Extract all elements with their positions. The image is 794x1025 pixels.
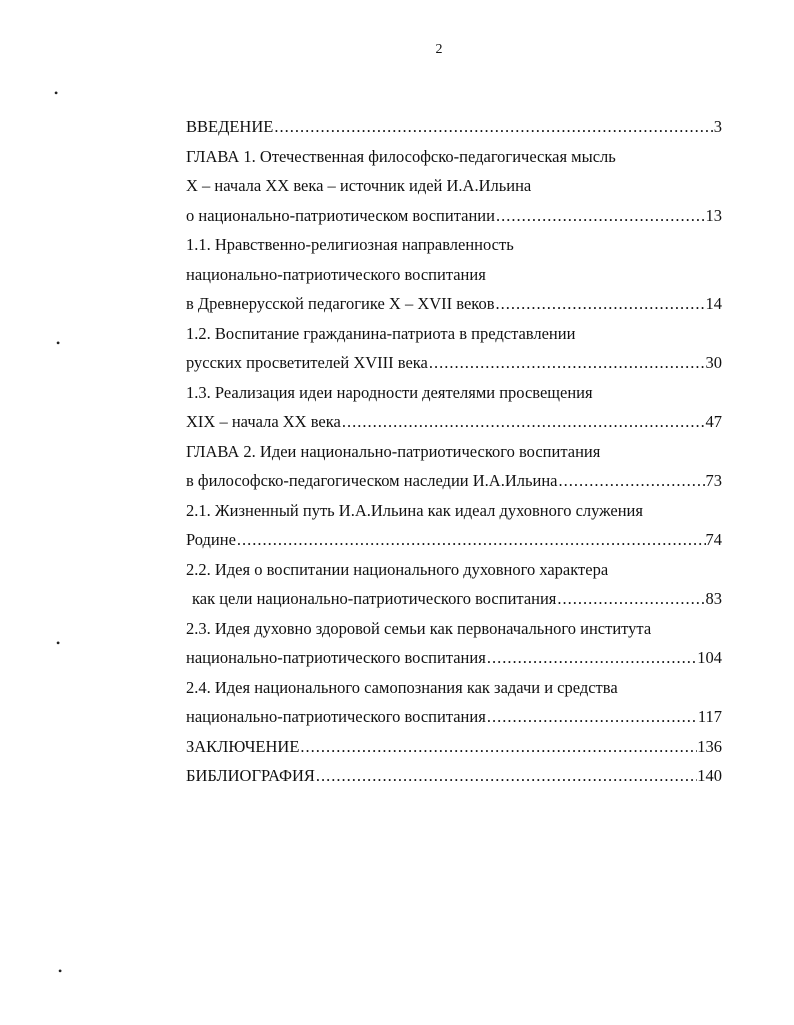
scan-mark: •: [56, 336, 61, 350]
toc-entry-text: ЗАКЛЮЧЕНИЕ: [186, 736, 300, 756]
toc-entry-text: национально-патриотического воспитания: [186, 707, 486, 726]
toc-entry-bibliography: [186, 761, 722, 791]
toc-entry-text: национально-патриотического воспитания: [186, 648, 486, 667]
toc-entry: [186, 348, 722, 378]
toc-line-chapter-1: ГЛАВА 1. Отечественная философско-педагогическая мысль: [186, 146, 616, 166]
dot-leader: [341, 407, 706, 437]
toc-entry-conclusion: [186, 732, 722, 762]
toc-entry-page: 13: [705, 205, 722, 225]
toc-line-chapter-2: ГЛАВА 2. Идеи национально-патриотического воспитания: [186, 441, 601, 461]
toc-entry: [186, 201, 722, 231]
dot-leader: [486, 643, 697, 673]
dot-leader: [486, 702, 698, 732]
toc-entry-page: 117: [697, 707, 722, 726]
toc-entry-page: 30: [705, 353, 722, 372]
toc-entry: [186, 289, 722, 319]
toc-entry: [186, 525, 722, 555]
dot-leader: [556, 584, 705, 614]
toc-entry-page: 83: [705, 589, 722, 608]
toc-line-section-2-1: 2.1. Жизненный путь И.А.Ильина как идеал духовного служения: [186, 500, 643, 520]
toc-entry-text: в Древнерусской педагогике X – XVII веков: [186, 294, 495, 313]
toc-line-section-1-1: 1.1. Нравственно-религиозная направленность: [186, 235, 514, 254]
toc-entry-text: как цели национально-патриотического воспитания: [192, 589, 557, 608]
toc-entry: [186, 407, 722, 437]
toc-entry-page: 74: [705, 530, 722, 549]
toc-line-section-2-4: 2.4. Идея национального самопознания как задачи и средства: [186, 677, 618, 697]
toc-entry-page: 136: [697, 736, 722, 756]
toc-entry-page: 104: [697, 648, 722, 667]
toc-entry: [186, 466, 722, 496]
dot-leader: [428, 348, 706, 378]
toc-line: X – начала XX века – источник идей И.А.Ильина: [186, 176, 532, 195]
scan-mark: •: [54, 86, 59, 100]
dot-leader: [299, 732, 697, 762]
dot-leader: [495, 201, 706, 231]
toc-entry-page: 14: [705, 294, 722, 313]
dot-leader: [236, 525, 706, 555]
scan-mark: •: [58, 964, 63, 978]
toc-entry-text: в философско-педагогическом наследии И.А.Ильина: [186, 471, 558, 490]
toc-entry-introduction: [186, 112, 722, 142]
toc-entry-text: БИБЛИОГРАФИЯ: [186, 766, 315, 785]
toc-line-section-1-2: 1.2. Воспитание гражданина-патриота в представлении: [186, 323, 576, 343]
toc-entry: [186, 584, 722, 614]
toc-entry: [186, 702, 722, 732]
dot-leader: [557, 466, 705, 496]
toc-entry-text: русских просветителей XVIII века: [186, 353, 428, 372]
dot-leader: [273, 112, 713, 142]
toc-line-section-2-2: 2.2. Идея о воспитании национального духовного характера: [186, 559, 609, 579]
toc-entry-page: 47: [705, 412, 722, 431]
toc-entry-text: XIX – начала XX века: [186, 412, 341, 431]
toc-line-section-2-3: 2.3. Идея духовно здоровой семьи как первоначального института: [186, 618, 652, 638]
toc-entry: [186, 643, 722, 673]
dot-leader: [495, 289, 706, 319]
toc-entry-page: 3: [713, 117, 722, 136]
toc-entry-text: ВВЕДЕНИЕ: [186, 117, 274, 136]
toc-line-section-1-3: 1.3. Реализация идеи народности деятелями просвещения: [186, 382, 593, 402]
toc-entry-page: 140: [697, 766, 722, 785]
page-number: 2: [435, 42, 443, 57]
toc-entry-text: Родине: [186, 530, 236, 549]
table-of-contents: [186, 112, 722, 791]
toc-entry-text: о национально-патриотическом воспитании: [186, 205, 495, 225]
dot-leader: [315, 761, 697, 791]
toc-line: национально-патриотического воспитания: [186, 264, 486, 284]
toc-entry-page: 73: [705, 471, 722, 490]
scan-mark: •: [56, 636, 61, 650]
